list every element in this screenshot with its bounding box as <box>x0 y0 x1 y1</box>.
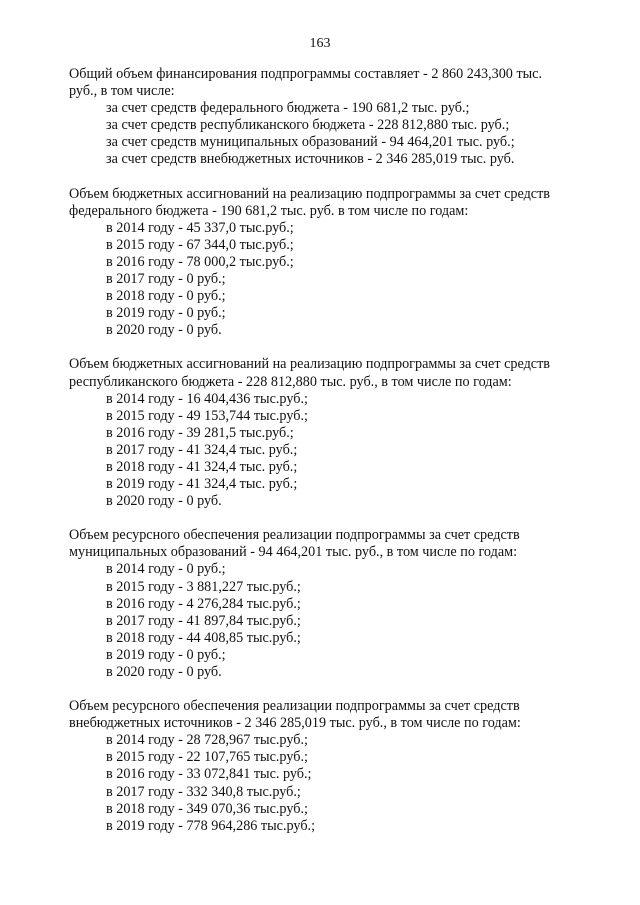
section-intro-line: муниципальных образований - 94 464,201 тыс. руб., в том числе по годам: <box>69 544 518 561</box>
year-row: в 2015 году - 67 344,0 тыс.руб.; <box>106 236 294 253</box>
year-row: в 2018 году - 44 408,85 тыс.руб.; <box>106 629 301 646</box>
year-row: в 2019 году - 0 руб.; <box>106 305 226 322</box>
year-row: в 2014 году - 28 728,967 тыс.руб.; <box>106 732 308 749</box>
year-row: в 2014 году - 16 404,436 тыс.руб.; <box>106 390 308 407</box>
year-row: в 2020 году - 0 руб. <box>106 493 222 510</box>
overview-item: за счет средств муниципальных образований - 94 464,201 тыс. руб.; <box>106 134 515 151</box>
year-row: в 2015 году - 49 153,744 тыс.руб.; <box>106 407 308 424</box>
section-intro-line: Объем бюджетных ассигнований на реализацию подпрограммы за счет средств <box>69 185 550 202</box>
year-row: в 2016 году - 78 000,2 тыс.руб.; <box>106 253 294 270</box>
year-row: в 2018 году - 349 070,36 тыс.руб.; <box>106 800 308 817</box>
overview-intro-line: Общий объем финансирования подпрограммы составляет - 2 860 243,300 тыс. <box>69 66 543 82</box>
year-row: в 2020 году - 0 руб. <box>106 664 222 680</box>
year-row: в 2016 году - 4 276,284 тыс.руб.; <box>106 595 301 612</box>
year-row: в 2016 году - 33 072,841 тыс. руб.; <box>106 766 312 783</box>
year-row: в 2014 году - 0 руб.; <box>106 561 226 578</box>
document-body <box>69 66 574 852</box>
overview-item: за счет средств республиканского бюджета - 228 812,880 тыс. руб.; <box>106 117 510 134</box>
year-row: в 2017 году - 41 324,4 тыс. руб.; <box>106 441 298 458</box>
municipal-section <box>69 527 574 681</box>
section-intro-line: федерального бюджета - 190 681,2 тыс. руб. в том числе по годам: <box>69 202 469 219</box>
year-row: в 2015 году - 22 107,765 тыс.руб.; <box>106 749 308 766</box>
overview-intro-line: руб., в том числе: <box>69 83 175 100</box>
section-intro-line: республиканского бюджета - 228 812,880 тыс. руб., в том числе по годам: <box>69 373 512 390</box>
overview-item: за счет средств внебюджетных источников - 2 346 285,019 тыс. руб. <box>106 151 515 168</box>
section-intro-line: Объем ресурсного обеспечения реализации подпрограммы за счет средств <box>69 698 520 715</box>
year-row: в 2018 году - 0 руб.; <box>106 288 226 305</box>
page-number: 163 <box>309 36 331 51</box>
funding-overview <box>69 66 574 169</box>
year-row: в 2019 году - 0 руб.; <box>106 646 226 663</box>
section-intro-line: Объем бюджетных ассигнований на реализацию подпрограммы за счет средств <box>69 356 550 373</box>
extrabudgetary-section <box>69 698 574 835</box>
year-row: в 2016 году - 39 281,5 тыс.руб.; <box>106 424 294 441</box>
year-row: в 2014 году - 45 337,0 тыс.руб.; <box>106 219 294 236</box>
year-row: в 2020 году - 0 руб. <box>106 322 222 339</box>
year-row: в 2017 году - 332 340,8 тыс.руб.; <box>106 783 301 800</box>
section-intro-line: внебюджетных источников - 2 346 285,019 тыс. руб., в том числе по годам: <box>69 715 521 732</box>
year-row: в 2019 году - 778 964,286 тыс.руб.; <box>106 817 316 834</box>
federal-budget-section <box>69 186 574 340</box>
year-row: в 2017 году - 0 руб.; <box>106 271 226 288</box>
year-row: в 2019 году - 41 324,4 тыс. руб.; <box>106 476 298 493</box>
year-row: в 2015 году - 3 881,227 тыс.руб.; <box>106 578 301 595</box>
republican-budget-section <box>69 356 574 510</box>
year-row: в 2017 году - 41 897,84 тыс.руб.; <box>106 612 301 629</box>
year-row: в 2018 году - 41 324,4 тыс. руб.; <box>106 458 298 475</box>
section-intro-line: Объем ресурсного обеспечения реализации подпрограммы за счет средств <box>69 527 520 544</box>
overview-item: за счет средств федерального бюджета - 190 681,2 тыс. руб.; <box>106 100 470 117</box>
